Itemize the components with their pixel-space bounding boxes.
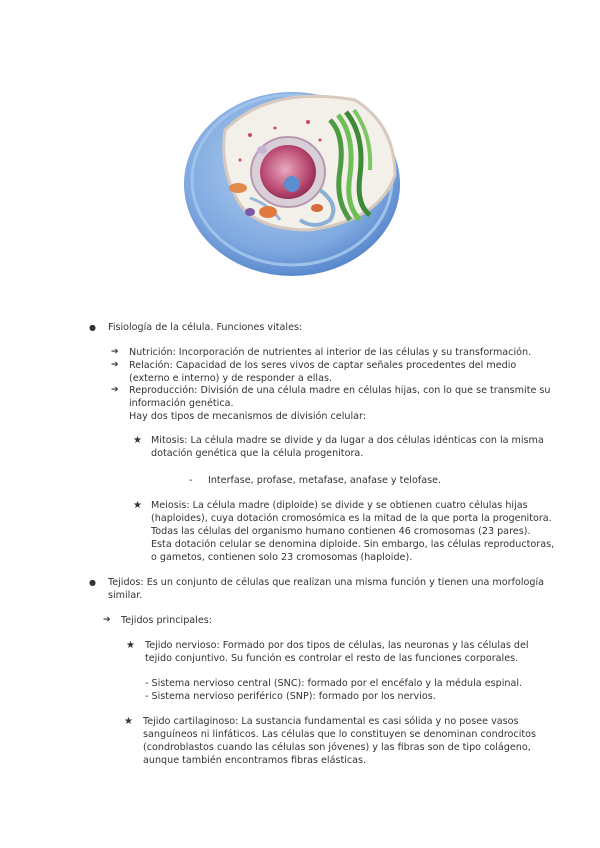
item-nutricion: Nutrición: Incorporación de nutrientes al interior de las células y su transformación. xyxy=(129,347,532,358)
cartilaginoso-line3: (condroblastos cuando las células son jóvenes) y las fibras son de tipo colágeno, xyxy=(143,742,531,753)
mitosis-line1: Mitosis: La célula madre se divide y da lugar a dos células idénticas con la misma xyxy=(151,435,544,446)
star-marker: ★ xyxy=(133,500,142,511)
item-relacion-line1: Relación: Capacidad de los seres vivos de captar señales procedentes del medio xyxy=(129,360,517,371)
item-reproduccion-line2: información genética. xyxy=(129,398,234,409)
meiosis-line4: Esta dotación celular se denomina diploide. Sin embargo, las células reproductoras, xyxy=(151,539,555,550)
nervioso-snc: - Sistema nervioso central (SNC): formado por el encéfalo y la médula espinal. xyxy=(145,678,523,689)
arrow-marker: ➔ xyxy=(111,385,119,395)
meiosis-line5: o gametos, contienen solo 23 cromosomas (haploide). xyxy=(151,552,413,563)
section-title-fisiologia: Fisiología de la célula. Funciones vitales: xyxy=(108,322,303,333)
animal-cell-icon xyxy=(180,80,405,280)
mitosis-phases: Interfase, profase, metafase, anafase y telofase. xyxy=(208,475,442,486)
arrow-marker: ➔ xyxy=(103,615,111,625)
cell-illustration xyxy=(180,80,405,280)
nervioso-line2: tejido conjuntivo. Su función es controlar el resto de las funciones corporales. xyxy=(145,653,519,664)
nervioso-line1: Tejido nervioso: Formado por dos tipos de células, las neuronas y las células del xyxy=(145,640,529,651)
arrow-marker: ➔ xyxy=(111,347,119,357)
cartilaginoso-line1: Tejido cartilaginoso: La sustancia fundamental es casi sólida y no posee vasos xyxy=(143,716,519,727)
nervioso-snp: - Sistema nervioso periférico (SNP): formado por los nervios. xyxy=(145,691,436,702)
bullet-marker: ● xyxy=(89,578,96,587)
item-relacion-line2: (externo e interno) y de responder a ellas. xyxy=(129,373,332,384)
mitosis-line2: dotación genética que la célula progenitora. xyxy=(151,448,364,459)
meiosis-line3: Todas las células del organismo humano contienen 46 cromosomas (23 pares). xyxy=(151,526,531,537)
bullet-marker: ● xyxy=(89,323,96,332)
tejidos-line1: Tejidos: Es un conjunto de células que realizan una misma función y tienen una morfología xyxy=(108,577,545,588)
meiosis-line2: (haploides), cuya dotación cromosómica es la mitad de la que porta la progenitora. xyxy=(151,513,552,524)
item-reproduccion-line1: Reproducción: División de una célula madre en células hijas, con lo que se transmite su xyxy=(129,385,551,396)
meiosis-line1: Meiosis: La célula madre (diploide) se divide y se obtienen cuatro células hijas xyxy=(151,500,528,511)
star-marker: ★ xyxy=(126,640,135,651)
cartilaginoso-line2: sanguíneos ni linfáticos. Las células que lo constituyen se denominan condrocitos xyxy=(143,729,537,740)
item-reproduccion-line3: Hay dos tipos de mecanismos de división celular: xyxy=(129,411,366,422)
tejidos-principales-title: Tejidos principales: xyxy=(121,615,212,626)
cartilaginoso-line4: aunque también encontramos fibras elásticas. xyxy=(143,755,367,766)
tejidos-line2: similar. xyxy=(108,590,143,601)
arrow-marker: ➔ xyxy=(111,360,119,370)
star-marker: ★ xyxy=(124,716,133,727)
star-marker: ★ xyxy=(133,435,142,446)
dash-marker: - xyxy=(189,475,193,486)
